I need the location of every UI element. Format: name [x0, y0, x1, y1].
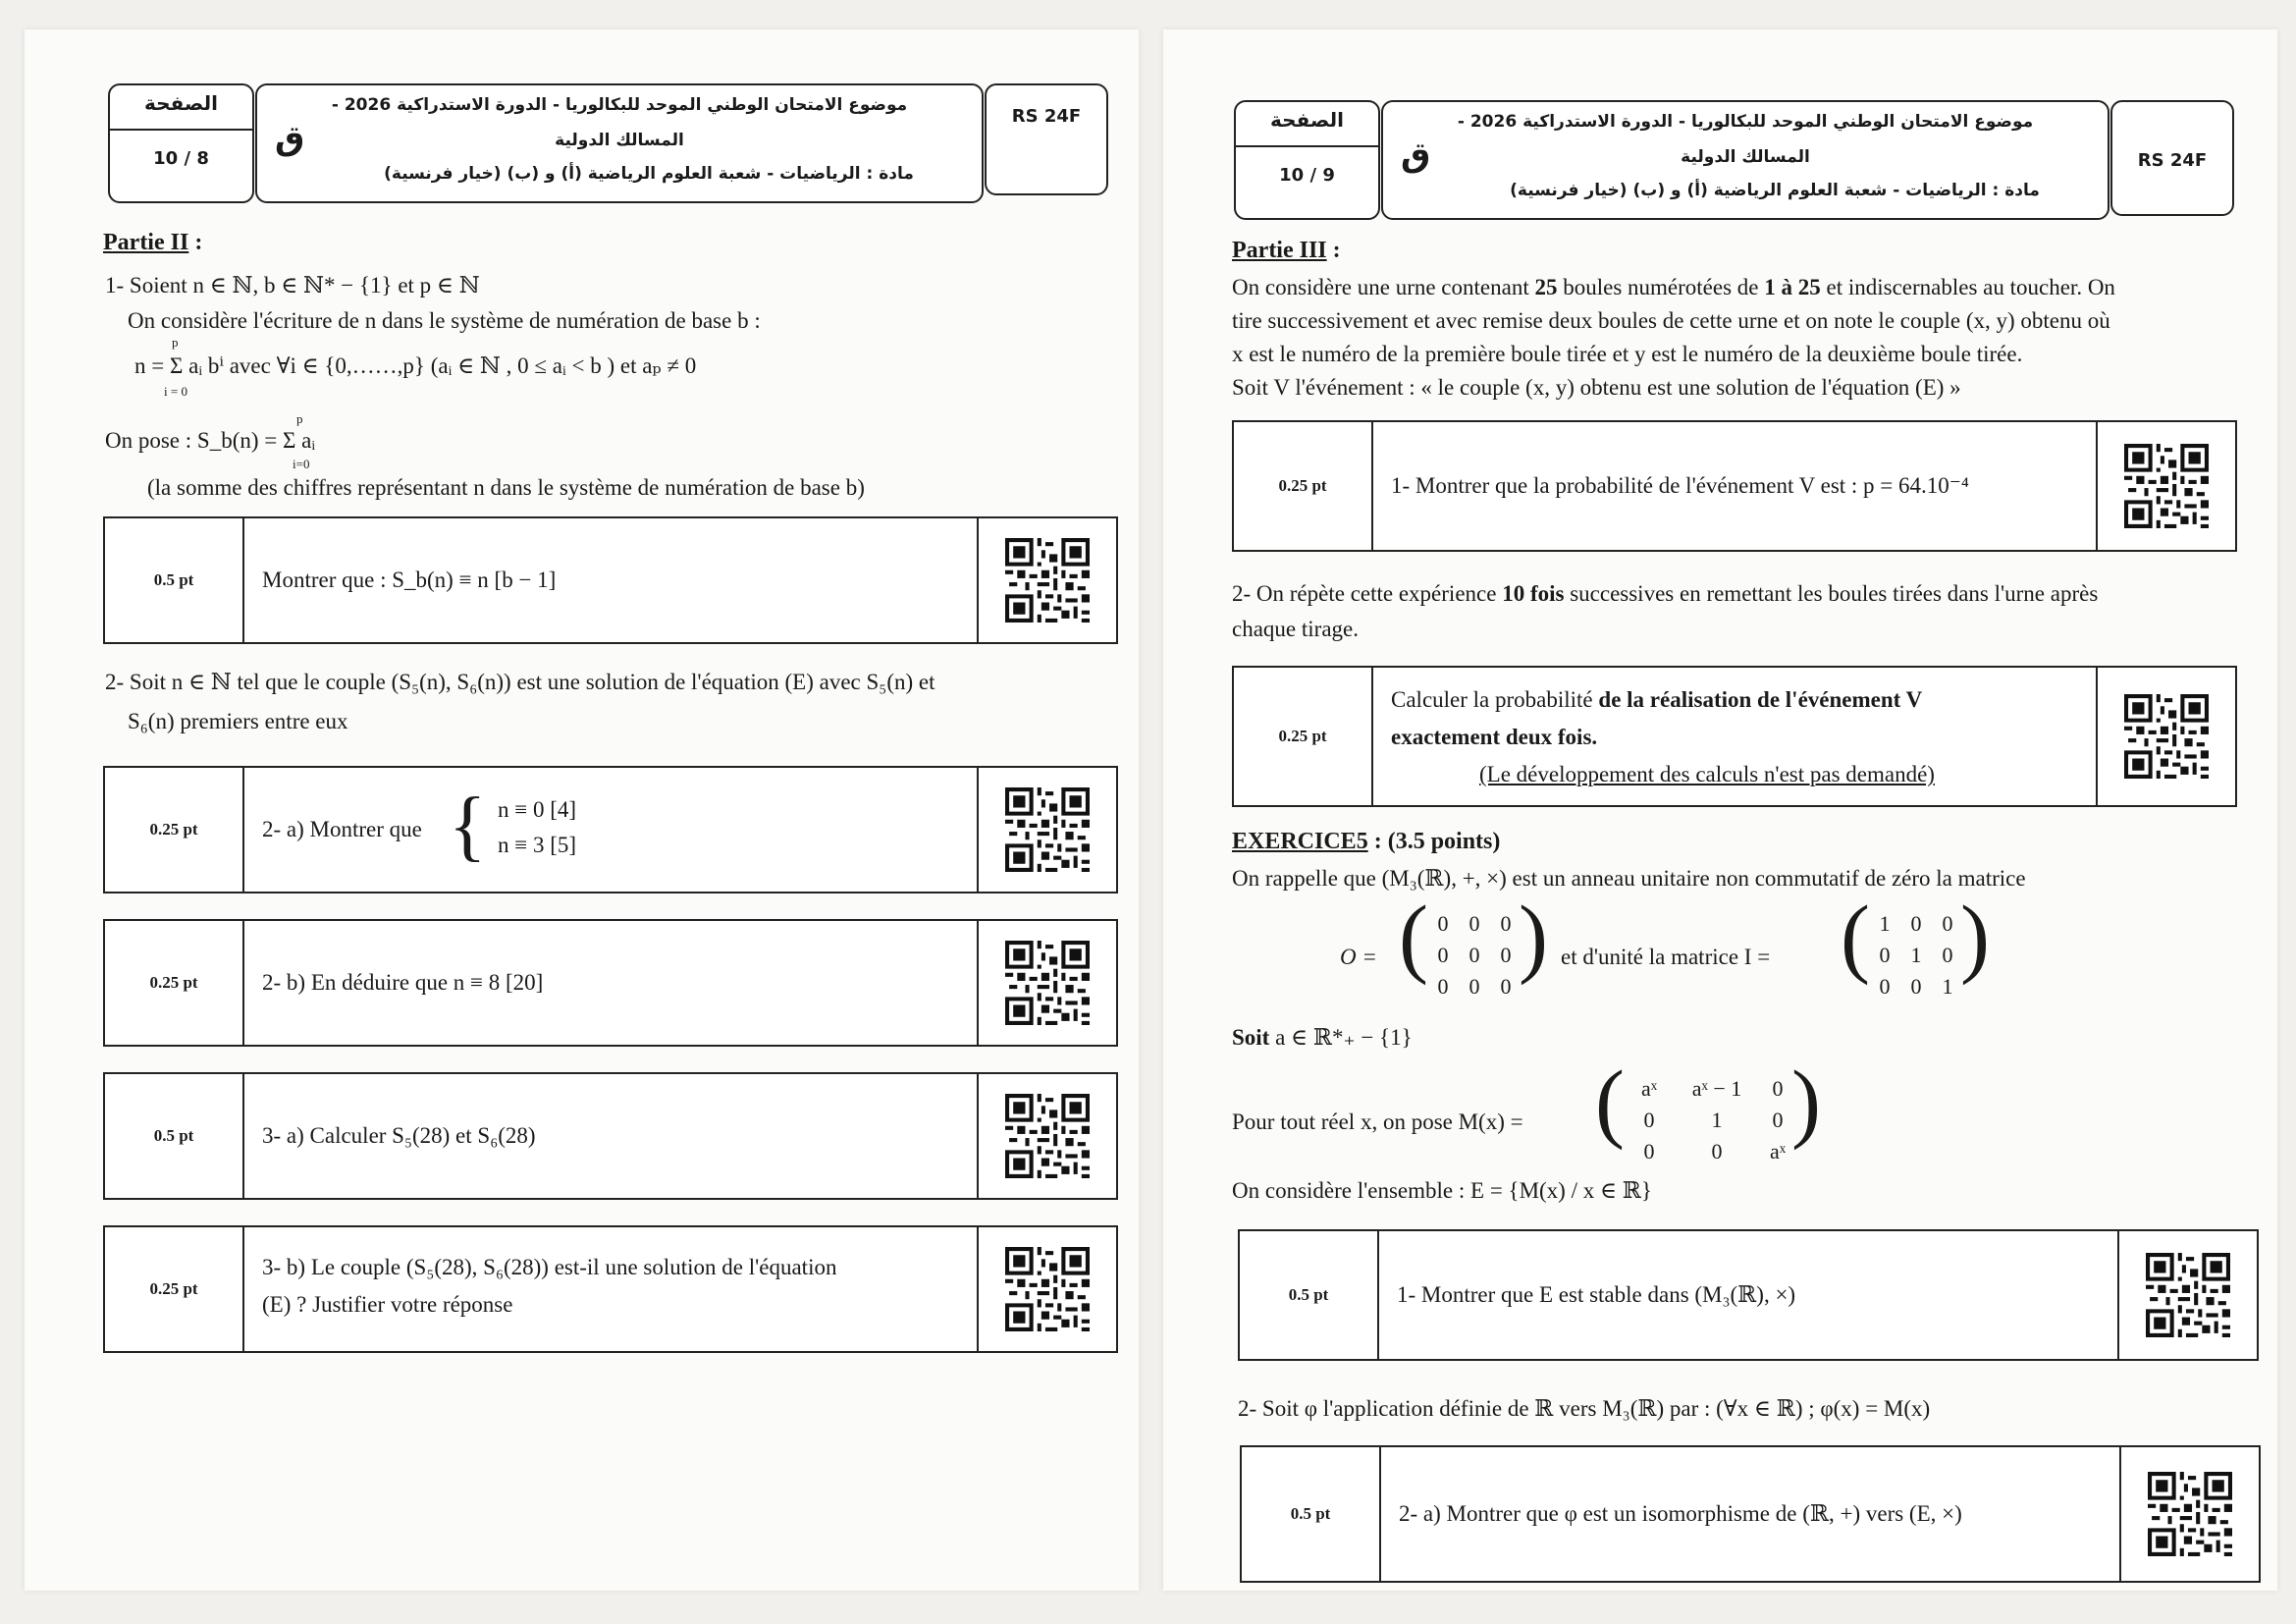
question-note: (Le développement des calculs n'est pas demandé)	[1479, 762, 1935, 786]
exercise-line-5: 2- Soit φ l'application définie de ℝ vers M₃(ℝ) par : (∀x ∈ ℝ) ; φ(x) = M(x)	[1238, 1396, 1931, 1421]
matrix-I-label: et d'unité la matrice I =	[1561, 945, 1771, 969]
seal-glyph: ق	[275, 119, 305, 158]
points-label: 0.25 pt	[105, 1227, 244, 1351]
paragraph-line-1: On considère une urne contenant 25 boules numérotées de 1 à 25 et indiscernables au toucher. On	[1232, 275, 2115, 299]
matrix-O: ( ) 0 0 0 0 0 0 0 0 0	[1399, 889, 1548, 999]
exam-title-box	[1381, 100, 2109, 220]
qr-code-icon	[977, 1227, 1116, 1351]
right-page	[1163, 29, 2277, 1591]
exercise-line-3: Pour tout réel x, on pose M(x) =	[1232, 1110, 1523, 1134]
matrix-M: ( ) aˣ aˣ − 1 0 0 1 0 0 0 aˣ	[1595, 1054, 1821, 1164]
question-box	[103, 1072, 1118, 1200]
sum2-lower-limit: i=0	[293, 457, 310, 471]
intro-line-1: 1- Soient n ∈ ℕ, b ∈ ℕ* − {1} et p ∈ ℕ	[105, 273, 480, 298]
question-text-line-2: exactement deux fois.	[1391, 725, 1598, 749]
points-label: 0.5 pt	[1242, 1447, 1381, 1581]
points-label: 0.5 pt	[105, 1074, 244, 1198]
question-text-line-2: (E) ? Justifier votre réponse	[262, 1292, 513, 1317]
exercise-line-1: On rappelle que (M₃(ℝ), +, ×) est un anneau unitaire non commutatif de zéro la matrice	[1232, 866, 2026, 891]
exam-code: RS 24F	[1011, 106, 1082, 127]
intro-line-7: S₆(n) premiers entre eux	[128, 709, 348, 733]
question-box	[1238, 1229, 2259, 1361]
exam-code: RS 24F	[2137, 150, 2208, 171]
question-text: 2- a) Montrer que	[262, 817, 422, 841]
question-box	[1232, 420, 2237, 552]
exercise-line-2: Soit a ∈ ℝ*₊ − {1}	[1232, 1025, 1413, 1050]
exam-title-line3: مادة : الرياضيات - شعبة العلوم الرياضية (أ) و (ب) (خيار فرنسية)	[384, 164, 914, 184]
exam-title-line1: موضوع الامتحان الوطني الموحد للبكالوريا - الدورة الاستدراكية 2026 -	[331, 95, 908, 115]
qr-code-icon	[2096, 422, 2235, 550]
matrix-I: ( ) 1 0 0 0 1 0 0 0 1	[1841, 889, 1990, 999]
question-box	[103, 516, 1118, 644]
exam-code-box	[2110, 100, 2234, 216]
intro-line-4: On pose : S_b(n) = Σ aᵢ	[105, 428, 316, 453]
qr-code-icon	[977, 518, 1116, 642]
exam-title-line1: موضوع الامتحان الوطني الموحد للبكالوريا - الدورة الاستدراكية 2026 -	[1457, 112, 2034, 132]
intro-line-6: 2- Soit n ∈ ℕ tel que le couple (S₅(n), S₆(n)) est une solution de l'équation (E) avec S₅(n) et	[105, 670, 935, 694]
question-text-line-1: Calculer la probabilité de la réalisation de l'événement V	[1391, 687, 1923, 712]
page-number-box	[1234, 100, 1380, 220]
qr-code-icon	[977, 921, 1116, 1045]
part-title: Partie II :	[103, 230, 203, 255]
question-text: 2- a) Montrer que φ est un isomorphisme de (ℝ, +) vers (E, ×)	[1399, 1501, 1962, 1526]
qr-code-icon	[977, 768, 1116, 892]
intro-line-2: On considère l'écriture de n dans le système de numération de base b :	[128, 308, 761, 333]
page-number: 10 / 8	[153, 148, 209, 169]
seal-glyph: ق	[1401, 135, 1431, 175]
question-box	[103, 1225, 1118, 1353]
exam-title-box	[255, 83, 984, 203]
paragraph-line-2: tire successivement et avec remise deux boules de cette urne et on note le couple (x, y) obtenu où	[1232, 308, 2110, 333]
exam-title-line2: المسالك الدولية	[555, 131, 684, 150]
points-label: 0.25 pt	[105, 921, 244, 1045]
exercise-title: EXERCICE5 : (3.5 points)	[1232, 829, 1501, 854]
question-text: 1- Montrer que E est stable dans (M₃(ℝ), ×)	[1397, 1282, 1796, 1307]
exam-title-line2: المسالك الدولية	[1681, 147, 1810, 167]
question-box	[103, 919, 1118, 1047]
question-text: 3- a) Calculer S₅(28) et S₆(28)	[262, 1123, 536, 1148]
page-label: الصفحة	[143, 91, 218, 115]
sum-lower-limit: i = 0	[164, 384, 187, 399]
question-text: 2- b) En déduire que n ≡ 8 [20]	[262, 970, 544, 995]
paragraph-line-6: chaque tirage.	[1232, 617, 1359, 641]
question-text-line-1: 3- b) Le couple (S₅(28), S₆(28)) est-il une solution de l'équation	[262, 1255, 837, 1279]
qr-code-icon	[2119, 1447, 2259, 1581]
system-line-1: n ≡ 0 [4]	[498, 797, 577, 822]
paragraph-line-4: Soit V l'événement : « le couple (x, y) obtenu est une solution de l'équation (E) »	[1232, 375, 1961, 400]
paragraph-line-5: 2- On répète cette expérience 10 fois successives en remettant les boules tirées dans l'urne après	[1232, 581, 2099, 606]
exam-code-box	[985, 83, 1108, 195]
points-label: 0.5 pt	[1240, 1231, 1379, 1359]
qr-code-icon	[2117, 1231, 2257, 1359]
question-box	[103, 766, 1118, 893]
left-page	[25, 29, 1139, 1591]
intro-line-3: n = Σ aᵢ bⁱ avec ∀i ∈ {0,……,p} (aᵢ ∈ ℕ , 0 ≤ aᵢ < b ) et aₚ ≠ 0	[134, 353, 697, 378]
paragraph-line-3: x est le numéro de la première boule tirée et y est le numéro de la deuxième boule tirée.	[1232, 342, 2023, 366]
exam-title-line3: مادة : الرياضيات - شعبة العلوم الرياضية (أ) و (ب) (خيار فرنسية)	[1510, 181, 2040, 200]
brace-icon: {	[449, 783, 487, 869]
page-number: 10 / 9	[1279, 165, 1335, 186]
sum-upper-limit: p	[172, 335, 179, 350]
points-label: 0.25 pt	[1234, 422, 1373, 550]
points-label: 0.5 pt	[105, 518, 244, 642]
page-label: الصفحة	[1269, 108, 1344, 132]
question-text: Montrer que : S_b(n) ≡ n [b − 1]	[262, 568, 557, 592]
matrix-O-label: O =	[1340, 945, 1377, 969]
qr-code-icon	[2096, 668, 2235, 805]
points-label: 0.25 pt	[1234, 668, 1373, 805]
sum2-upper-limit: p	[296, 411, 303, 426]
exercise-line-4: On considère l'ensemble : E = {M(x) / x ∈ ℝ}	[1232, 1178, 1652, 1203]
question-text: 1- Montrer que la probabilité de l'événement V est : p = 64.10⁻⁴	[1391, 473, 1969, 498]
question-box	[1232, 666, 2237, 807]
page-number-box	[108, 83, 254, 203]
points-label: 0.25 pt	[105, 768, 244, 892]
intro-line-5: (la somme des chiffres représentant n dans le système de numération de base b)	[147, 475, 865, 500]
qr-code-icon	[977, 1074, 1116, 1198]
part-title: Partie III :	[1232, 238, 1341, 263]
question-box	[1240, 1445, 2261, 1583]
system-line-2: n ≡ 3 [5]	[498, 833, 577, 857]
